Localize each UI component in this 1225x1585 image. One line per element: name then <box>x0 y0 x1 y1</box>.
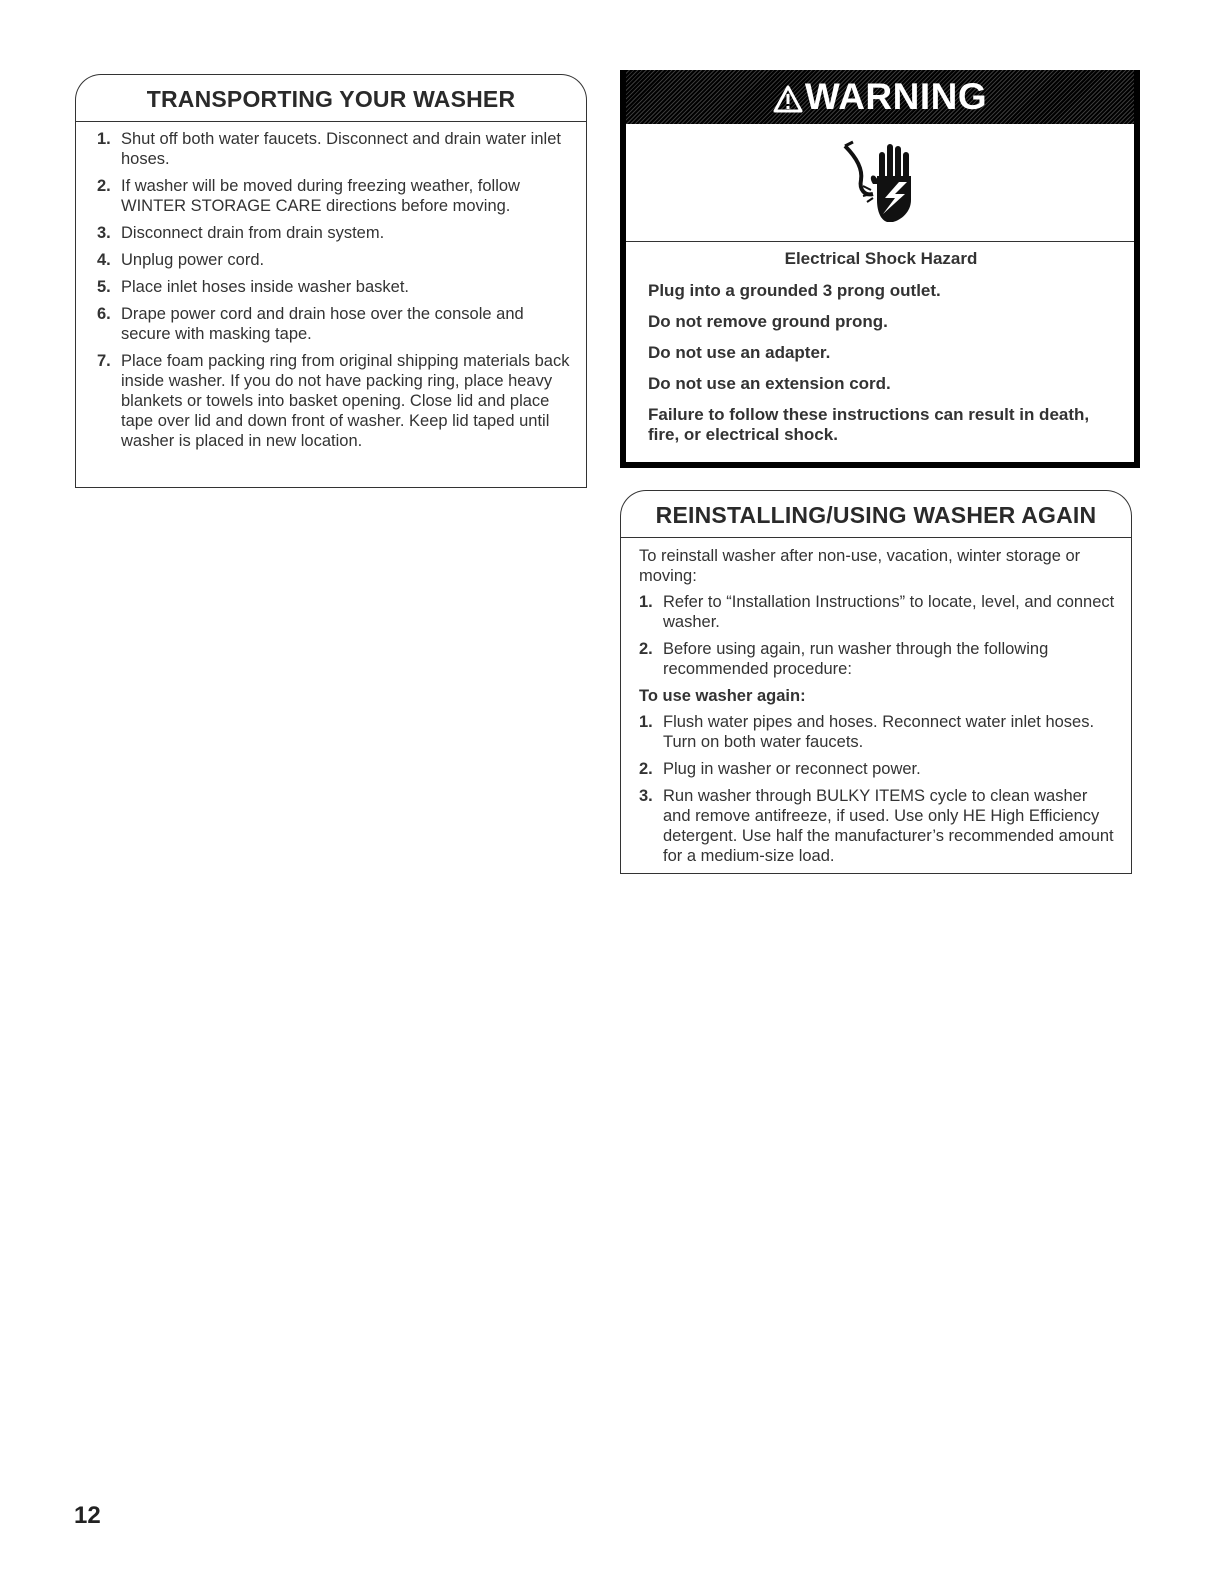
step-number: 5. <box>97 278 111 296</box>
alert-triangle-icon <box>773 85 803 118</box>
step-text: Disconnect drain from drain system. <box>121 224 385 242</box>
reinstalling-title: REINSTALLING/USING WASHER AGAIN <box>655 502 1097 528</box>
step-number: 1. <box>97 130 111 148</box>
list-item <box>639 592 1117 632</box>
warning-line: Do not remove ground prong. <box>648 312 888 331</box>
list-item <box>97 277 572 297</box>
warning-text <box>626 242 1134 445</box>
step-number: 3. <box>639 787 653 805</box>
warning-line: Do not use an extension cord. <box>648 374 891 393</box>
list-item <box>97 250 572 270</box>
warning-line: Do not use an adapter. <box>648 343 831 362</box>
list-item <box>639 639 1117 679</box>
step-number: 1. <box>639 593 653 611</box>
reinstalling-steps <box>639 592 1117 679</box>
step-text: Flush water pipes and hoses. Reconnect water inlet hoses. Turn on both water faucets. <box>663 713 1095 751</box>
step-number: 7. <box>97 352 111 370</box>
step-text: Place inlet hoses inside washer basket. <box>121 278 409 296</box>
reinstalling-body <box>620 537 1132 874</box>
warning-title: WARNING <box>804 76 988 117</box>
step-number: 6. <box>97 305 111 323</box>
transporting-section <box>75 74 587 488</box>
transporting-body <box>75 121 587 488</box>
list-item <box>639 759 1117 779</box>
transporting-steps <box>97 129 572 451</box>
reinstalling-section <box>620 490 1132 874</box>
page-number: 12 <box>74 1502 101 1529</box>
warning-content <box>626 124 1134 462</box>
step-text: Unplug power cord. <box>121 251 265 269</box>
hazard-title: Electrical Shock Hazard <box>784 249 978 268</box>
step-text: Place foam packing ring from original shipping materials back inside washer. If you do not have packing ring, place heavy blankets or towels into basket opening. Close lid and place tape over lid and down front of washer. Keep lid taped until washer is placed in new location. <box>121 352 570 450</box>
electrical-shock-hand-icon <box>841 140 931 226</box>
step-number: 2. <box>639 760 653 778</box>
step-text: If washer will be moved during freezing weather, follow WINTER STORAGE CARE directions before moving. <box>121 177 520 215</box>
list-item <box>639 786 1117 866</box>
list-item <box>639 712 1117 752</box>
reinstalling-header <box>620 490 1132 540</box>
step-text: Plug in washer or reconnect power. <box>663 760 921 778</box>
warning-line: Plug into a grounded 3 prong outlet. <box>648 281 941 300</box>
step-number: 4. <box>97 251 111 269</box>
list-item <box>97 129 572 169</box>
transporting-title: TRANSPORTING YOUR WASHER <box>146 86 516 112</box>
transporting-header <box>75 74 587 124</box>
warning-header <box>626 70 1134 124</box>
step-number: 2. <box>639 640 653 658</box>
use-again-subhead: To use washer again: <box>639 687 806 705</box>
step-text: Drape power cord and drain hose over the console and secure with masking tape. <box>121 305 524 343</box>
step-number: 2. <box>97 177 111 195</box>
list-item <box>97 176 572 216</box>
list-item <box>97 223 572 243</box>
list-item <box>97 351 572 451</box>
list-item <box>97 304 572 344</box>
step-text: Run washer through BULKY ITEMS cycle to clean washer and remove antifreeze, if used. Use only HE High Efficiency detergent. Use half the manufacturer’s recommended amount for a medium-size load. <box>663 787 1114 865</box>
use-again-steps <box>639 712 1117 866</box>
step-text: Shut off both water faucets. Disconnect and drain water inlet hoses. <box>121 130 561 168</box>
step-number: 3. <box>97 224 111 242</box>
step-text: Refer to “Installation Instructions” to locate, level, and connect washer. <box>663 593 1115 631</box>
step-text: Before using again, run washer through the following recommended procedure: <box>663 640 1049 678</box>
warning-box <box>620 70 1140 468</box>
pictogram-area <box>626 124 1134 242</box>
reinstalling-intro: To reinstall washer after non-use, vacation, winter storage or moving: <box>639 547 1081 585</box>
step-number: 1. <box>639 713 653 731</box>
warning-line: Failure to follow these instructions can result in death, fire, or electrical shock. <box>648 405 1090 444</box>
